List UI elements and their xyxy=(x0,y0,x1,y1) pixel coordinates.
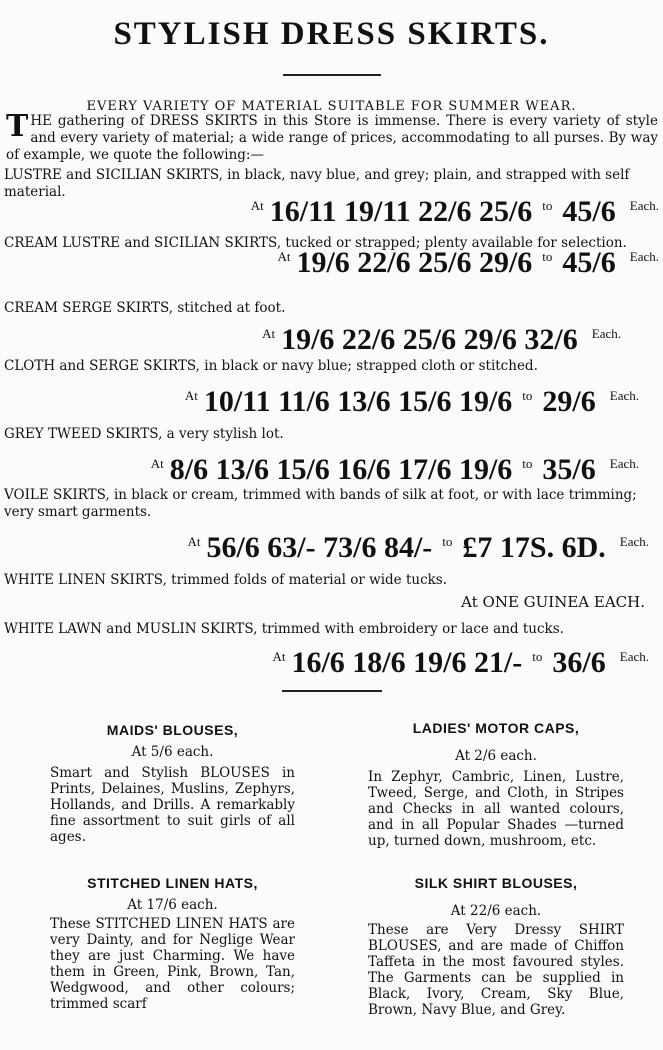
skirt-item-grey-tweed xyxy=(4,426,659,487)
item-prices xyxy=(4,525,649,565)
maids-blouses-section xyxy=(50,722,295,845)
at-label: At xyxy=(277,249,291,264)
price-list: 8/6 13/6 15/6 16/6 17/6 19/6 xyxy=(169,453,513,486)
each-label: Each. xyxy=(629,198,659,213)
to-label: to xyxy=(532,649,543,664)
subtitle: EVERY VARIETY OF MATERIAL SUITABLE FOR SUMMER WEAR. xyxy=(86,99,577,114)
at-label: At xyxy=(250,198,264,213)
item-price-guinea: At ONE GUINEA EACH. xyxy=(461,593,645,611)
item-description: CREAM SERGE SKIRTS, stitched at foot. xyxy=(4,300,286,316)
silk-shirt-blouses-section xyxy=(368,875,624,1018)
to-label: to xyxy=(522,456,533,471)
each-label: Each. xyxy=(629,249,659,264)
stitched-linen-hats-section xyxy=(50,875,295,1012)
section-text: In Zephyr, Cambric, Linen, Lustre, Tweed, Serge, and Cloth, in Stripes and Checks in all wanted colours, and in all Popular Shades —turned up, turned down, mushroom, etc. xyxy=(368,769,624,849)
ladies-motor-caps-section xyxy=(368,720,624,849)
price-list: 19/6 22/6 25/6 29/6 32/6 xyxy=(281,323,578,356)
item-description: VOILE SKIRTS, in black or cream, trimmed with bands of silk at foot, or with lace trimming; very smart garments. xyxy=(4,487,637,520)
price-last: 36/6 xyxy=(552,646,606,679)
each-label: Each. xyxy=(609,456,639,471)
item-prices xyxy=(4,189,659,229)
price-last: £7 17S. 6D. xyxy=(462,531,606,564)
item-prices xyxy=(4,447,639,487)
skirt-item-cream-lustre xyxy=(4,235,659,280)
intro-text: HE gathering of DRESS SKIRTS in this Store is immense. There is every variety of style and every variety of material; a wide range of prices, accommodating to all purses. By way of example, we quote the following:— xyxy=(6,113,658,163)
each-label: Each. xyxy=(591,326,621,341)
at-label: At xyxy=(262,326,276,341)
section-price: At 22/6 each. xyxy=(450,903,542,919)
to-label: to xyxy=(442,534,453,549)
item-description: WHITE LAWN and MUSLIN SKIRTS, trimmed with embroidery or lace and tucks. xyxy=(4,621,564,637)
section-heading: SILK SHIRT BLOUSES, xyxy=(414,875,578,891)
section-divider xyxy=(282,690,382,692)
item-description: CLOTH and SERGE SKIRTS, in black or navy blue; strapped cloth or stitched. xyxy=(4,358,538,374)
to-label: to xyxy=(542,198,553,213)
price-list: 16/6 18/6 19/6 21/- xyxy=(291,646,523,679)
price-list: 56/6 63/- 73/6 84/- xyxy=(206,531,433,564)
price-last: 45/6 xyxy=(562,195,616,228)
intro-paragraph xyxy=(6,109,658,164)
item-prices xyxy=(4,640,649,680)
each-label: Each. xyxy=(619,649,649,664)
each-label: Each. xyxy=(619,534,649,549)
at-label: At xyxy=(184,388,198,403)
price-last: 29/6 xyxy=(542,385,596,418)
item-description: GREY TWEED SKIRTS, a very stylish lot. xyxy=(4,426,284,442)
section-heading: MAIDS' BLOUSES, xyxy=(106,722,239,738)
to-label: to xyxy=(542,249,553,264)
price-list: 16/11 19/11 22/6 25/6 xyxy=(269,195,533,228)
price-list: 19/6 22/6 25/6 29/6 xyxy=(296,246,533,279)
section-price: At 5/6 each. xyxy=(131,744,214,760)
item-prices xyxy=(4,379,639,419)
section-text: These are Very Dressy SHIRT BLOUSES, and are made of Chiffon Taffeta in the most favoured styles. The Garments can be supplied in Black, Ivory, Cream, Sky Blue, Brown, Navy Blue, and Grey. xyxy=(368,922,624,1018)
price-last: 45/6 xyxy=(562,246,616,279)
price-list: 10/11 11/6 13/6 15/6 19/6 xyxy=(203,385,513,418)
at-label: At xyxy=(150,456,164,471)
section-text: These STITCHED LINEN HATS are very Dainty, and for Neglige Wear they are just Charming. We have them in Green, Pink, Brown, Tan, Wedgwood, and other colours; trimmed scarf xyxy=(50,916,295,1012)
price-last: 35/6 xyxy=(542,453,596,486)
skirt-item-white-lawn xyxy=(4,621,659,680)
skirt-item-white-linen xyxy=(4,572,659,611)
at-label: At xyxy=(272,649,286,664)
page-title: STYLISH DRESS SKIRTS. xyxy=(113,16,550,52)
item-prices xyxy=(4,317,621,357)
item-description: LUSTRE and SICILIAN SKIRTS, in black, navy blue, and grey; plain, and strapped with self material. xyxy=(4,167,630,200)
title-divider xyxy=(283,74,381,76)
section-price: At 17/6 each. xyxy=(127,897,218,913)
item-description: CREAM LUSTRE and SICILIAN SKIRTS, tucked or strapped; plenty available for selection. xyxy=(4,235,627,251)
skirt-item-lustre-sicilian xyxy=(4,167,659,229)
section-price: At 2/6 each. xyxy=(455,748,537,764)
section-text: Smart and Stylish BLOUSES in Prints, Delaines, Muslins, Zephyrs, Hollands, and Drills. A remarkably fine assortment to suit girls of all ages. xyxy=(50,765,295,845)
intro-dropcap: T xyxy=(6,109,29,144)
skirt-item-cloth-serge xyxy=(4,358,659,419)
section-heading: LADIES' MOTOR CAPS, xyxy=(412,720,580,736)
skirt-item-voile xyxy=(4,487,659,565)
section-heading: STITCHED LINEN HATS, xyxy=(87,875,258,891)
each-label: Each. xyxy=(609,388,639,403)
skirt-item-cream-serge xyxy=(4,300,659,357)
item-description: WHITE LINEN SKIRTS, trimmed folds of material or wide tucks. xyxy=(4,572,448,588)
at-label: At xyxy=(187,534,201,549)
to-label: to xyxy=(522,388,533,403)
